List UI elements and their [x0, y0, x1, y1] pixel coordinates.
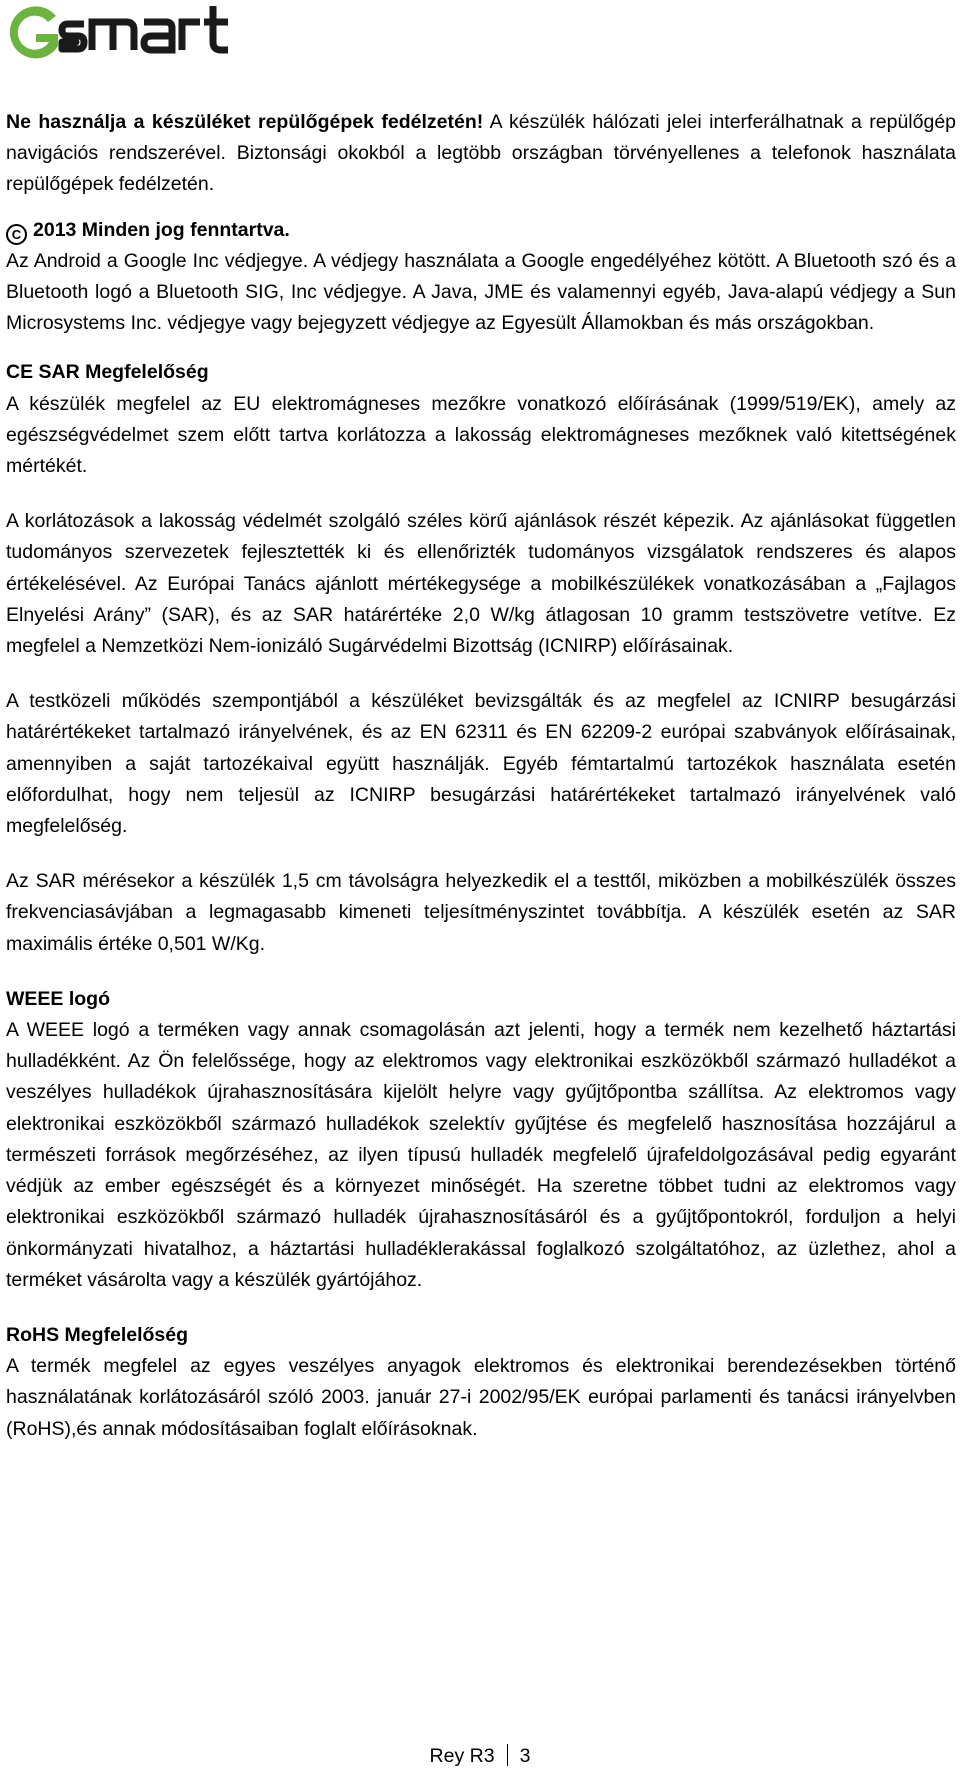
ce-sar-paragraph-3: A testközeli működés szempontjából a készüléket bevizsgálták és az megfelel az ICNIRP besugárzási határértékeket tartalmazó irányelvének, és az EN 62311 és EN 62209-2 európai szabványok előírásainak, amennyiben a saját tartozékaival együtt használják. Egyéb fémtartalmú tartozékok használata esetén előfordulhat, hogy nem teljesül az ICNIRP besugárzási határértékeket tartalmazó irányelvének való megfelelőség.: [6, 690, 956, 838]
rohs-paragraph: A termék megfelel az egyes veszélyes anyagok elektromos és elektronikai berendezésekben történő használatának korlátozásáról szóló 2003. január 27-i 2002/95/EK európai parlamenti és tanácsi irányelvben (RoHS),és annak módosításaiban foglalt előírásoknak.: [6, 1355, 956, 1440]
copyright-icon: C: [6, 224, 27, 245]
footer-page-number: 3: [519, 1745, 531, 1767]
footer-model: Rey R3: [429, 1745, 495, 1767]
airplane-warning: [6, 107, 956, 201]
copyright-line: [6, 215, 956, 246]
weee-paragraph: A WEEE logó a terméken vagy annak csomagolásán azt jelenti, hogy a termék nem kezelhető háztartási hulladékként. Az Ön felelőssége, hogy az elektromos vagy elektronikai eszközökből származó hulladékot a veszélyes hulladékok újrahasznosítására kijelölt helyre vagy gyűjtőpontba szállítsa. Az elektromos vagy elektronikai eszközökből származó hulladékok szelektív gyűjtése és megfelelő hasznosítása hozzájárul a természeti források megőrzéséhez, az ilyen típusú hulladék megfelelő újrafeldolgozásával pedig egyaránt védjük az ember egészségét és a környezet minőségét. Ha szeretne többet tudni az elektromos vagy elektronikai eszközökből származó hulladék újrahasznosításáról és a gyűjtőpontokról, forduljon a helyi önkormányzati hivatalhoz, a háztartási hulladéklerakással foglalkozó szolgáltatóhoz, az üzlethez, ahol a terméket vásárolta vagy a készülék gyártójához.: [6, 1019, 956, 1291]
ce-sar-paragraph-2: A korlátozások a lakosság védelmét szolgáló széles körű ajánlások részét képezik. Az ajánlásokat független tudományos szervezetek fejlesztették ki és ellenőrizték tudományos vizsgálatok rendszeres és alapos értékelésével. Az Európai Tanács ajánlott mértékegysége a mobilkészülékek vonatkozásában a „Fajlagos Elnyelési Arány” (SAR), és az SAR határértéke 2,0 W/kg átlagosan 10 gramm testszövetre vetítve. Ez megfelel a Nemzetközi Nem-ionizáló Sugárvédelmi Bizottság (ICNIRP) előírásainak.: [6, 510, 956, 658]
copyright-text: 2013 Minden jog fenntartva.: [33, 218, 290, 241]
ce-sar-paragraph-1: A készülék megfelel az EU elektromágneses mezőkre vonatkozó előírásának (1999/519/EK), amely az egészségvédelmet szem előtt tartva korlátozza a lakosság elektromágneses mezőknek való kitettségének mértékét.: [6, 392, 956, 478]
page-footer: [0, 1744, 960, 1768]
airplane-warning-text: A készülék hálózati jelei interferálhatnak a repülőgép navigációs rendszerével. Biztonsági okokból a legtöbb országban törvényellenes a telefonok használata repülőgépek fedélzetén.: [6, 111, 957, 196]
document-body: [6, 107, 956, 1445]
trademark-notice: Az Android a Google Inc védjegye. A védjegy használata a Google engedélyéhez kötött. A Bluetooth szó és a Bluetooth logó a Bluetooth SIG, Inc védjegye. A Java, JME és valamennyi egyéb, Java-alapú védjegy a Sun Microsystems Inc. védjegye vagy bejegyzett védjegye az Egyesült Államokban és más országokban.: [6, 249, 956, 335]
ce-sar-heading: CE SAR Megfelelőség: [6, 361, 209, 384]
footer-divider: [507, 1744, 508, 1766]
gsmart-logo: [6, 2, 256, 64]
airplane-warning-lead: Ne használja a készüléket repülőgépek fedélzetén!: [6, 111, 484, 133]
rohs-heading: RoHS Megfelelőség: [6, 1323, 189, 1346]
weee-heading: WEEE logó: [6, 987, 110, 1010]
ce-sar-paragraph-4: Az SAR mérésekor a készülék 1,5 cm távolságra helyezkedik el a testtől, miközben a mobilkészülék összes frekvenciasávjában a legmagasabb kimeneti teljesítményszintet továbbítja. A készülék esetén az SAR maximális értéke 0,501 W/Kg.: [6, 870, 956, 955]
